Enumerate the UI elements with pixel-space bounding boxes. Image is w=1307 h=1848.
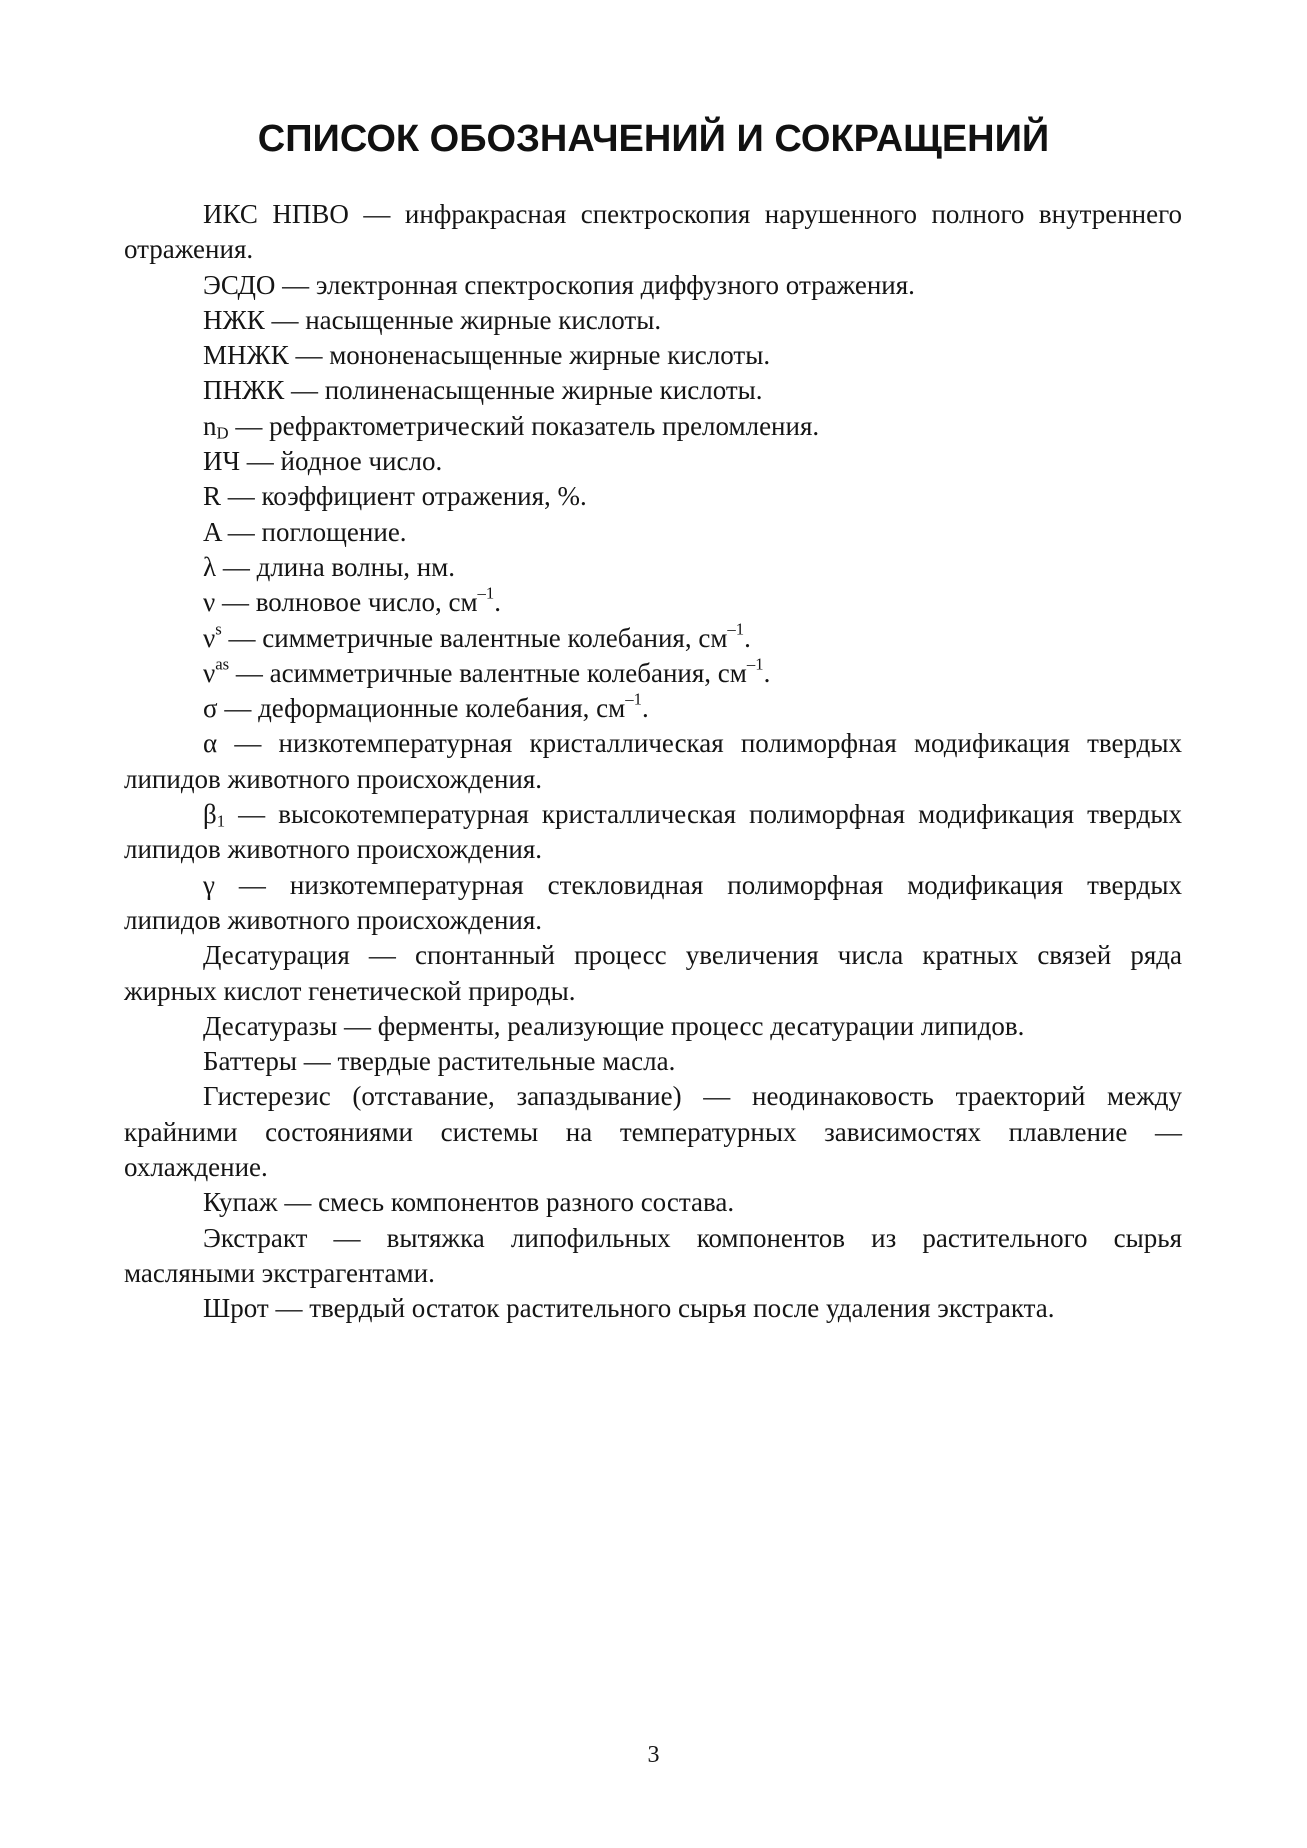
term-superscript: s: [215, 619, 222, 639]
list-item: [124, 691, 1182, 726]
list-item: [124, 1044, 1182, 1079]
definition: насыщенные жирные кислоты.: [305, 304, 662, 335]
term-superscript: as: [215, 654, 230, 674]
unit-superscript: –1: [727, 619, 745, 639]
unit-superscript: –1: [746, 654, 764, 674]
page-title: СПИСОК ОБОЗНАЧЕНИЙ И СОКРАЩЕНИЙ: [257, 118, 1050, 160]
definition: низкотемпературная кристаллическая полиморфная модификация твердых липидов животного происхождения.: [124, 728, 1182, 794]
separator: —: [264, 304, 306, 335]
term: R: [203, 481, 222, 512]
separator: —: [349, 940, 416, 971]
definition: высокотемпературная кристаллическая полиморфная модификация твердых липидов животного происхождения.: [124, 799, 1183, 865]
separator: —: [217, 693, 259, 724]
term: A: [203, 516, 222, 547]
term: λ: [203, 551, 217, 582]
list-item: [124, 303, 1182, 338]
definition: смесь компонентов разного состава.: [318, 1187, 735, 1218]
page-number: 3: [647, 1742, 660, 1768]
definition-text: волновое число, см: [255, 587, 478, 618]
separator: —: [288, 340, 330, 371]
term-base: n: [203, 410, 217, 441]
separator: —: [216, 551, 257, 582]
definition-text: симметричные валентные колебания, см: [262, 622, 728, 653]
term: Десатуразы: [203, 1010, 338, 1041]
term: α: [203, 728, 218, 759]
list-item: [124, 621, 1182, 656]
term: Купаж: [203, 1187, 278, 1218]
term: Баттеры: [203, 1046, 298, 1077]
definition: [258, 689, 649, 724]
separator: —: [337, 1010, 378, 1041]
list-item: [124, 268, 1182, 303]
list-item: [124, 444, 1182, 479]
definition-text: асимметричные валентные колебания, см: [269, 657, 747, 688]
term: [203, 654, 230, 688]
term: [203, 799, 225, 829]
term: Гистерезис (отставание, запаздывание): [203, 1081, 682, 1112]
definition: [255, 583, 502, 618]
term-base: β: [203, 799, 217, 830]
separator: —: [348, 199, 405, 229]
term: ИКС НПВО: [203, 199, 349, 229]
list-item: [124, 656, 1182, 691]
list-item: [124, 550, 1182, 585]
separator: —: [228, 410, 270, 441]
term: ν: [203, 587, 216, 618]
definition-end: .: [641, 693, 649, 724]
separator: —: [221, 516, 262, 547]
definition: спонтанный процесс увеличения числа кратных связей ряда жирных кислот генетической природы.: [124, 940, 1182, 1006]
definition: коэффициент отражения, %.: [261, 481, 587, 512]
definition: йодное число.: [280, 446, 443, 477]
definition: электронная спектроскопия диффузного отражения.: [315, 269, 915, 300]
separator: —: [275, 269, 316, 300]
separator: —: [297, 1046, 338, 1077]
definition-text: деформационные колебания, см: [258, 693, 626, 724]
list-item: [124, 338, 1182, 373]
list-item: [124, 585, 1182, 620]
definition: твердый остаток растительного сырья после удаления экстракта.: [309, 1293, 1055, 1324]
separator: —: [214, 869, 290, 900]
term: Шрот: [203, 1293, 269, 1324]
list-item: [124, 409, 1182, 444]
separator: —: [681, 1081, 753, 1112]
list-item: [124, 373, 1182, 408]
term: σ: [203, 693, 218, 724]
list-item: [124, 197, 1182, 268]
separator: —: [268, 1293, 310, 1324]
term-base: ν: [203, 622, 216, 653]
term: [203, 411, 229, 441]
definition: ферменты, реализующие процесс десатурации липидов.: [377, 1010, 1025, 1041]
definition: полиненасыщенные жирные кислоты.: [324, 375, 763, 406]
definition: поглощение.: [261, 516, 407, 547]
separator: —: [307, 1222, 387, 1253]
separator: —: [277, 1187, 319, 1218]
list-item: [124, 797, 1182, 868]
list-item: [124, 868, 1182, 939]
definition: длина волны, нм.: [256, 551, 455, 582]
list-item: [124, 479, 1182, 514]
list-item: [124, 1221, 1182, 1292]
separator: —: [221, 481, 262, 512]
definition: мононенасыщенные жирные кислоты.: [329, 340, 771, 371]
unit-superscript: –1: [477, 583, 495, 603]
term: [203, 619, 222, 653]
term: ПНЖК: [203, 375, 285, 406]
definition: твердые растительные масла.: [337, 1046, 676, 1077]
definition-end: .: [494, 587, 502, 618]
definition-end: .: [763, 657, 771, 688]
definition: низкотемпературная стекловидная полиморфная модификация твердых липидов животного происхождения.: [124, 869, 1183, 935]
definition: рефрактометрический показатель преломления.: [269, 410, 820, 441]
list-item: [124, 1009, 1182, 1044]
definition-end: .: [744, 622, 751, 653]
separator: —: [217, 728, 279, 759]
list-item: [124, 1185, 1182, 1220]
definition: неодинаковость траекторий между крайними состояниями системы на температурных зависимостях плавление — охлаждение.: [124, 1081, 1182, 1183]
list-item: [124, 938, 1182, 1009]
term-subscript: D: [216, 423, 229, 443]
term: ЭСДО: [203, 269, 276, 300]
separator: —: [284, 375, 325, 406]
list-item: [124, 1079, 1182, 1185]
separator: —: [240, 446, 281, 477]
definition: [262, 619, 751, 653]
separator: —: [225, 799, 279, 830]
list-item: [124, 515, 1182, 550]
separator: —: [229, 657, 270, 688]
definition: вытяжка липофильных компонентов из растительного сырья масляными экстрагентами.: [124, 1222, 1182, 1288]
separator: —: [215, 587, 256, 618]
term-subscript: 1: [216, 811, 226, 831]
list-item: [124, 726, 1182, 797]
separator: —: [221, 622, 263, 653]
definition: инфракрасная спектроскопия нарушенного полного внутреннего отражения.: [124, 199, 1183, 265]
term-base: ν: [203, 657, 216, 688]
term: НЖК: [203, 304, 265, 335]
term: γ: [203, 869, 215, 900]
term: Экстракт: [203, 1222, 308, 1253]
list-item: [124, 1291, 1182, 1326]
term: Десатурация: [203, 940, 350, 971]
abbreviations-list: [124, 197, 1182, 1327]
term: МНЖК: [203, 340, 289, 371]
definition: [269, 654, 771, 688]
term: ИЧ: [203, 446, 241, 477]
unit-superscript: –1: [625, 689, 642, 709]
